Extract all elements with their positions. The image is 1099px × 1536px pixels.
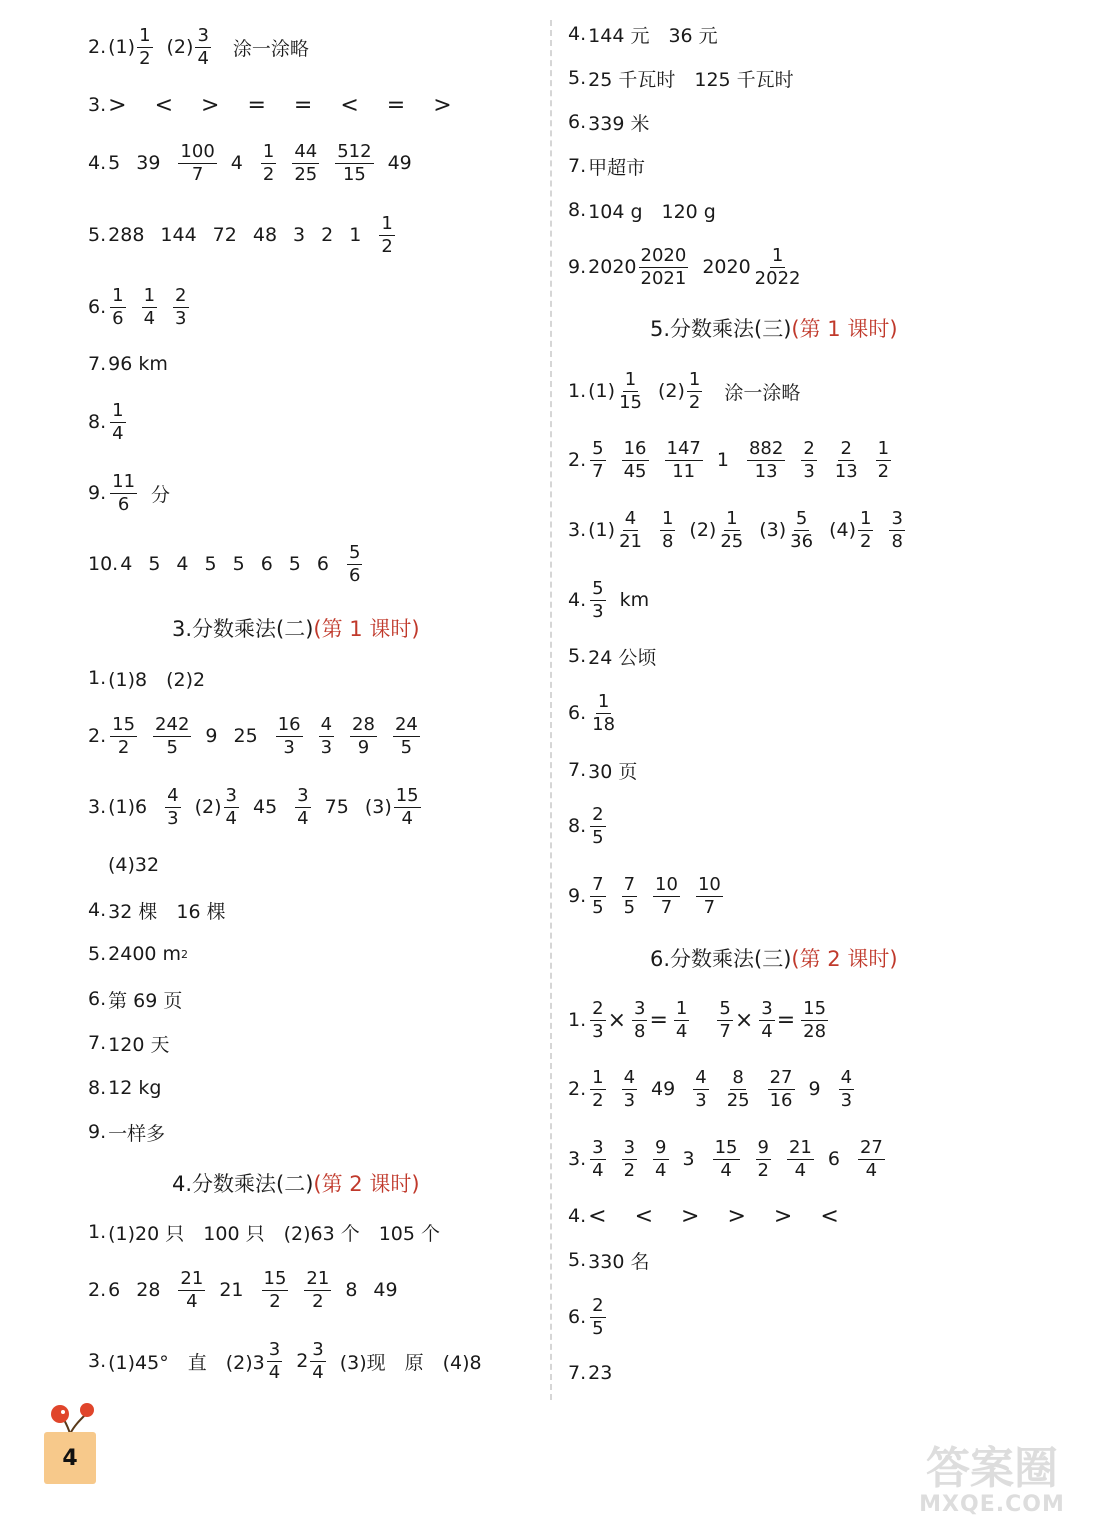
fraction: $\frac{3}{4}$ <box>312 1338 324 1383</box>
fraction: $\frac{1}{15}$ <box>619 368 642 413</box>
answer-8: 8. 104 g 120 g <box>568 199 716 223</box>
answer-4: 4. 5 39 $\frac{100}{7}$ 4 $\frac{1}{2}$ $\frac{44}{25}$ $\frac{512}{15}$ 49 <box>88 140 412 185</box>
fraction: $\frac{15}{4}$ <box>714 1136 738 1181</box>
fraction: $\frac{1}{4}$ <box>675 997 688 1042</box>
fraction: $\frac{147}{11}$ <box>666 437 701 482</box>
answer-5: 5. 25 千瓦时 125 千瓦时 <box>568 67 794 91</box>
answer-8: 8. 12 kg <box>88 1077 162 1099</box>
fraction: $\frac{1}{8}$ <box>661 507 674 552</box>
fraction: $\frac{28}{9}$ <box>352 713 375 758</box>
fraction: $\frac{1}{2022}$ <box>754 244 801 289</box>
answer-2: 2. (1) $\frac{1}{2}$ (2) $\frac{3}{4}$ 涂一涂略 <box>88 24 309 69</box>
fraction: $\frac{3}{8}$ <box>634 997 646 1042</box>
answer-9: 9. 2020 $\frac{2020}{2021}$ 2020 $\frac{1}{2022}$ <box>568 244 801 289</box>
fraction: $\frac{2}{3}$ <box>175 284 187 329</box>
answer-4: 4. 32 棵 16 棵 <box>88 899 226 923</box>
fraction: $\frac{1}{2}$ <box>381 212 393 257</box>
answer-1: 1. $\frac{2}{3}$ × $\frac{3}{8}$ = $\frac{1}{4}$ $\frac{5}{7}$ × $\frac{3}{4}$ = $\frac{15}{28}$ <box>568 997 827 1042</box>
fraction: $\frac{4}{3}$ <box>840 1066 853 1111</box>
fraction: $\frac{27}{16}$ <box>769 1066 793 1111</box>
fraction: $\frac{21}{4}$ <box>180 1267 204 1312</box>
page-number: 4 <box>44 1432 96 1484</box>
watermark: 答案圈 MXQE.COM <box>919 1443 1065 1517</box>
section-heading-4: 4.分数乘法(二)(第 2 课时) <box>172 1172 420 1196</box>
answer-1: 1. (1) $\frac{1}{15}$ (2) $\frac{1}{2}$ 涂一涂略 <box>568 368 801 413</box>
fraction: $\frac{1}{2}$ <box>877 437 890 482</box>
fraction: $\frac{21}{4}$ <box>788 1136 812 1181</box>
fraction: $\frac{2}{3}$ <box>803 437 815 482</box>
fraction: $\frac{16}{45}$ <box>623 437 647 482</box>
section-heading-6: 6.分数乘法(三)(第 2 课时) <box>650 947 898 971</box>
answer-2: 2. $\frac{15}{2}$ $\frac{242}{5}$ 9 25 $\frac{16}{3}$ $\frac{4}{3}$ $\frac{28}{9}$ $\frac{24}{5}$ <box>88 713 418 758</box>
fraction: $\frac{3}{8}$ <box>891 507 903 552</box>
answer-7: 7. 23 <box>568 1362 613 1384</box>
fraction: $\frac{5}{7}$ <box>592 437 604 482</box>
fraction: $\frac{1}{18}$ <box>592 690 616 735</box>
fraction: $\frac{5}{36}$ <box>790 507 814 552</box>
fraction: $\frac{9}{2}$ <box>757 1136 769 1181</box>
fraction: $\frac{2}{5}$ <box>592 1294 604 1339</box>
answer-6: 6. $\frac{1}{18}$ <box>568 690 616 735</box>
answer-4: 4. < < > > > < <box>568 1203 839 1229</box>
answer-7: 7. 120 天 <box>88 1032 170 1056</box>
answer-9: 9. $\frac{11}{6}$ 分 <box>88 470 171 515</box>
answer-4: 4. $\frac{5}{3}$ km <box>568 577 650 622</box>
fraction: $\frac{1}{2}$ <box>860 507 872 552</box>
fraction: $\frac{4}{3}$ <box>695 1066 707 1111</box>
fraction: $\frac{2020}{2021}$ <box>640 244 687 289</box>
fraction: $\frac{21}{2}$ <box>306 1267 330 1312</box>
answer-7: 7. 96 km <box>88 353 168 375</box>
fraction: $\frac{4}{3}$ <box>320 713 333 758</box>
column-divider <box>550 20 552 1400</box>
fraction: $\frac{1}{2}$ <box>592 1066 604 1111</box>
answer-7: 7. 甲超市 <box>568 155 646 179</box>
fraction: $\frac{1}{2}$ <box>139 24 151 69</box>
fraction: $\frac{24}{5}$ <box>394 713 418 758</box>
section-heading-5: 5.分数乘法(三)(第 1 课时) <box>650 317 898 341</box>
fraction: $\frac{3}{4}$ <box>761 997 773 1042</box>
fraction: $\frac{882}{13}$ <box>748 437 784 482</box>
answer-3: 3. > < > = = < = > <box>88 92 452 118</box>
fraction: $\frac{15}{28}$ <box>803 997 827 1042</box>
answer-3: 3. (1)6 $\frac{4}{3}$ (2) $\frac{3}{4}$ 45 $\frac{3}{4}$ 75 (3) $\frac{15}{4}$ <box>88 784 419 829</box>
answer-3: 3. $\frac{3}{4}$ $\frac{3}{2}$ $\frac{9}{4}$ 3 $\frac{15}{4}$ $\frac{9}{2}$ $\frac{21}{4}$ 6 $\frac{27}{4}$ <box>568 1136 883 1181</box>
fraction: $\frac{5}{6}$ <box>348 541 361 586</box>
answer-5: 5. 330 名 <box>568 1249 650 1273</box>
answer-5: 5. 24 公顷 <box>568 645 657 669</box>
fraction: $\frac{9}{4}$ <box>655 1136 667 1181</box>
answer-3-4: (4)32 <box>108 854 160 876</box>
fraction: $\frac{10}{7}$ <box>655 873 678 918</box>
answer-2: 2. $\frac{5}{7}$ $\frac{16}{45}$ $\frac{147}{11}$ 1 $\frac{882}{13}$ $\frac{2}{3}$ $\frac{2}{13}$ $\frac{1}{2}$ <box>568 437 890 482</box>
answer-6: 6. 339 米 <box>568 111 650 135</box>
fraction: $\frac{1}{2}$ <box>262 140 275 185</box>
answer-6: 6. $\frac{1}{6}$ $\frac{1}{4}$ $\frac{2}{3}$ <box>88 284 187 329</box>
answer-2: 2. 6 28 $\frac{21}{4}$ 21 $\frac{15}{2}$ $\frac{21}{2}$ 8 49 <box>88 1267 398 1312</box>
fraction: $\frac{15}{4}$ <box>395 784 419 829</box>
fraction: $\frac{16}{3}$ <box>277 713 301 758</box>
answer-6: 6. $\frac{2}{5}$ <box>568 1294 604 1339</box>
fraction: $\frac{7}{5}$ <box>592 873 604 918</box>
answer-10: 10. 4 5 4 5 5 6 5 6 $\frac{5}{6}$ <box>88 541 361 586</box>
fraction: $\frac{1}{4}$ <box>112 399 124 444</box>
fraction: $\frac{2}{13}$ <box>834 437 858 482</box>
answer-8: 8. $\frac{2}{5}$ <box>568 803 604 848</box>
fraction: $\frac{5}{3}$ <box>592 577 604 622</box>
fraction: $\frac{100}{7}$ <box>180 140 215 185</box>
fraction: $\frac{27}{4}$ <box>859 1136 883 1181</box>
fraction: $\frac{44}{25}$ <box>294 140 318 185</box>
fraction: $\frac{512}{15}$ <box>337 140 372 185</box>
fraction: $\frac{4}{21}$ <box>619 507 642 552</box>
fraction: $\frac{1}{25}$ <box>720 507 744 552</box>
answer-9: 9. $\frac{7}{5}$ $\frac{7}{5}$ $\frac{10}{7}$ $\frac{10}{7}$ <box>568 873 721 918</box>
fraction: $\frac{8}{25}$ <box>726 1066 750 1111</box>
fraction: $\frac{1}{2}$ <box>688 368 701 413</box>
fraction: $\frac{11}{6}$ <box>112 470 136 515</box>
answer-6: 6. 第 69 页 <box>88 988 183 1012</box>
answer-1: 1. (1)8 (2)2 <box>88 667 206 691</box>
answer-1: 1. (1)20 只 100 只 (2)63 个 105 个 <box>88 1221 441 1245</box>
fraction: $\frac{2}{3}$ <box>592 997 604 1042</box>
fraction: $\frac{3}{4}$ <box>297 784 309 829</box>
answer-7: 7. 30 页 <box>568 759 638 783</box>
fraction: $\frac{3}{4}$ <box>197 24 209 69</box>
fraction: $\frac{2}{5}$ <box>592 803 604 848</box>
fraction: $\frac{1}{6}$ <box>112 284 124 329</box>
answer-5: 5. 2400 m 2 <box>88 943 189 965</box>
answer-5: 5. 288 144 72 48 3 2 1 $\frac{1}{2}$ <box>88 212 393 257</box>
fraction: $\frac{242}{5}$ <box>155 713 190 758</box>
fraction: $\frac{3}{2}$ <box>623 1136 636 1181</box>
answer-8: 8. $\frac{1}{4}$ <box>88 399 124 444</box>
fraction: $\frac{15}{2}$ <box>112 713 136 758</box>
fraction: $\frac{5}{7}$ <box>719 997 731 1042</box>
fraction: $\frac{3}{4}$ <box>268 1338 281 1383</box>
answer-4: 4. 144 元 36 元 <box>568 23 718 47</box>
section-heading-3: 3.分数乘法(二)(第 1 课时) <box>172 617 420 641</box>
answer-3: 3. (1)45° 直 (2)3 $\frac{3}{4}$ 2 $\frac{3}{4}$ (3)现 原 (4)8 <box>88 1338 482 1383</box>
fraction: $\frac{4}{3}$ <box>167 784 179 829</box>
fraction: $\frac{10}{7}$ <box>697 873 721 918</box>
fraction: $\frac{7}{5}$ <box>623 873 636 918</box>
fraction: $\frac{4}{3}$ <box>623 1066 636 1111</box>
fraction: $\frac{3}{4}$ <box>225 784 237 829</box>
fraction: $\frac{15}{2}$ <box>263 1267 287 1312</box>
answer-2: 2. $\frac{1}{2}$ $\frac{4}{3}$ 49 $\frac{4}{3}$ $\frac{8}{25}$ $\frac{27}{16}$ 9 $\frac{4}{3}$ <box>568 1066 853 1111</box>
answer-3: 3. (1) $\frac{4}{21}$ $\frac{1}{8}$ (2) $\frac{1}{25}$ (3) $\frac{5}{36}$ (4) $\frac{1}{2}$ $\frac{3}{8}$ <box>568 507 903 552</box>
answer-9: 9. 一样多 <box>88 1121 166 1145</box>
fraction: $\frac{3}{4}$ <box>592 1136 604 1181</box>
fraction: $\frac{1}{4}$ <box>143 284 156 329</box>
